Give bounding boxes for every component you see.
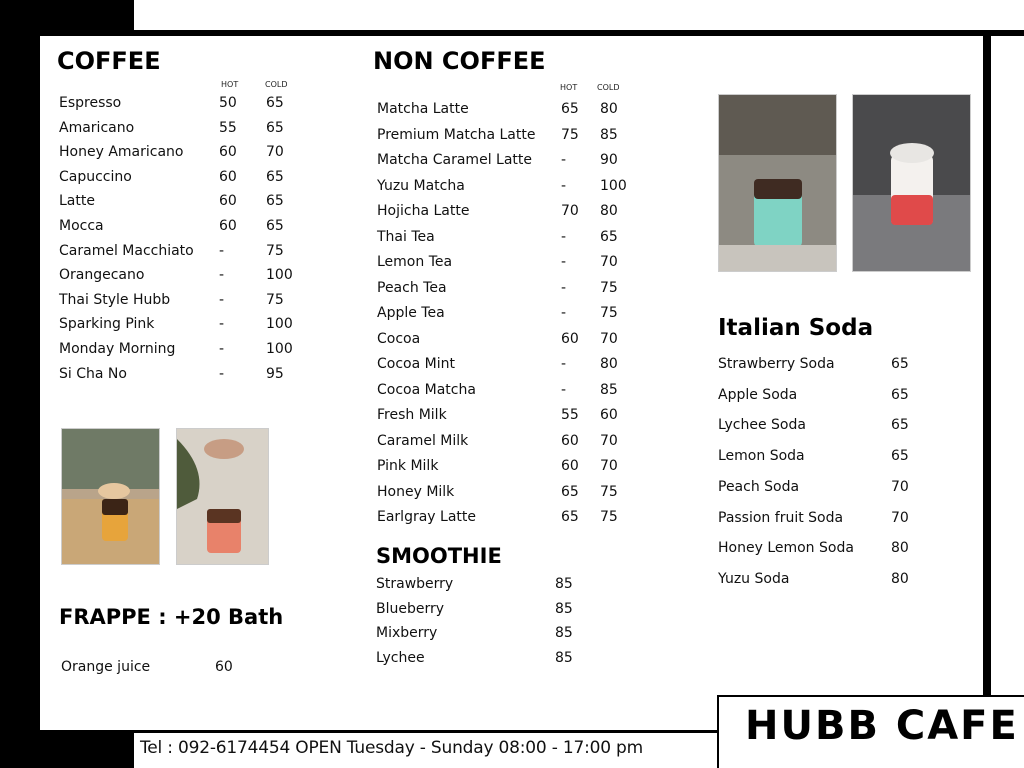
menu-item-price: 85 xyxy=(555,625,573,641)
menu-item-name: Cocoa Mint xyxy=(377,356,455,372)
menu-item-hot-price: 60 xyxy=(561,331,579,347)
menu-item-name: Peach Soda xyxy=(718,479,800,495)
menu-item-cold-price: 65 xyxy=(266,218,284,234)
menu-item-hot-price: - xyxy=(561,356,567,372)
menu-item-hot-price: 75 xyxy=(561,127,579,143)
menu-item-name: Lychee xyxy=(376,650,425,666)
menu-item-name: Mocca xyxy=(59,218,104,234)
menu-item-hot-price: - xyxy=(561,152,567,168)
menu-item-price: 85 xyxy=(555,601,573,617)
menu-item-name: Caramel Macchiato xyxy=(59,243,194,259)
soda-photo-1 xyxy=(718,94,837,272)
menu-item-name: Honey Milk xyxy=(377,484,455,500)
menu-item-name: Passion fruit Soda xyxy=(718,510,844,526)
menu-item-name: Orangecano xyxy=(59,267,145,283)
menu-item-price: 65 xyxy=(891,417,909,433)
menu-item-name: Apple Tea xyxy=(377,305,445,321)
menu-item-price: 70 xyxy=(891,479,909,495)
menu-item-cold-price: 75 xyxy=(600,305,618,321)
menu-item-name: Peach Tea xyxy=(377,280,447,296)
menu-item-hot-price: - xyxy=(561,229,567,245)
menu-item-price: 65 xyxy=(891,356,909,372)
non-coffee-hot-header: HOT xyxy=(560,83,578,92)
menu-item-price: 65 xyxy=(891,387,909,403)
coffee-cold-header: COLD xyxy=(265,80,288,89)
menu-item-cold-price: 70 xyxy=(600,331,618,347)
menu-item-cold-price: 100 xyxy=(266,316,293,332)
menu-item-cold-price: 65 xyxy=(600,229,618,245)
menu-item-name: Blueberry xyxy=(376,601,445,617)
menu-item-name: Pink Milk xyxy=(377,458,439,474)
coffee-photo-2 xyxy=(176,428,269,565)
menu-item-cold-price: 70 xyxy=(266,144,284,160)
menu-item-name: Lychee Soda xyxy=(718,417,806,433)
menu-item-price: 80 xyxy=(891,540,909,556)
menu-item-cold-price: 65 xyxy=(266,169,284,185)
menu-item-name: Espresso xyxy=(59,95,122,111)
menu-item-name: Matcha Latte xyxy=(377,101,469,117)
menu-item-cold-price: 65 xyxy=(266,95,284,111)
frappe-label: FRAPPE : +20 Bath xyxy=(59,605,284,629)
coffee-photo-1 xyxy=(61,428,160,565)
menu-item-name: Lemon Soda xyxy=(718,448,805,464)
italian-soda-title: Italian Soda xyxy=(718,315,874,341)
menu-item-hot-price: 50 xyxy=(219,95,237,111)
menu-item-cold-price: 60 xyxy=(600,407,618,423)
menu-item-name: Yuzu Matcha xyxy=(377,178,465,194)
menu-item-hot-price: 65 xyxy=(561,484,579,500)
menu-item-cold-price: 70 xyxy=(600,254,618,270)
menu-item-hot-price: 65 xyxy=(561,509,579,525)
menu-item-name: Monday Morning xyxy=(59,341,176,357)
menu-item-cold-price: 95 xyxy=(266,366,284,382)
menu-item-cold-price: 85 xyxy=(600,127,618,143)
menu-item-name: Cocoa Matcha xyxy=(377,382,476,398)
coffee-hot-header: HOT xyxy=(221,80,239,89)
menu-item-hot-price: - xyxy=(561,178,567,194)
menu-item-cold-price: 100 xyxy=(600,178,627,194)
menu-item-hot-price: 60 xyxy=(219,193,237,209)
right-gutter xyxy=(991,36,1024,696)
menu-item-name: Strawberry Soda xyxy=(718,356,835,372)
menu-item-hot-price: 65 xyxy=(561,101,579,117)
menu-item-hot-price: - xyxy=(219,243,225,259)
menu-item-cold-price: 100 xyxy=(266,267,293,283)
menu-item-cold-price: 80 xyxy=(600,203,618,219)
menu-item-name: Amaricano xyxy=(59,120,135,136)
menu-item-cold-price: 65 xyxy=(266,193,284,209)
menu-item-hot-price: - xyxy=(219,292,225,308)
menu-item-price: 65 xyxy=(891,448,909,464)
menu-item-cold-price: 100 xyxy=(266,341,293,357)
top-strip xyxy=(134,0,1024,30)
menu-item-name: Si Cha No xyxy=(59,366,127,382)
footer-contact: Tel : 092-6174454 OPEN Tuesday - Sunday 08:00 - 17:00 pm xyxy=(140,738,644,758)
menu-item-cold-price: 85 xyxy=(600,382,618,398)
menu-item-name: Cocoa xyxy=(377,331,421,347)
menu-item-cold-price: 70 xyxy=(600,433,618,449)
non-coffee-title: NON COFFEE xyxy=(373,47,546,75)
menu-item-cold-price: 75 xyxy=(600,484,618,500)
menu-item-hot-price: - xyxy=(561,280,567,296)
menu-item-name: Honey Lemon Soda xyxy=(718,540,854,556)
menu-item-name: Hojicha Latte xyxy=(377,203,470,219)
menu-item-hot-price: - xyxy=(219,366,225,382)
menu-item-cold-price: 65 xyxy=(266,120,284,136)
menu-item-hot-price: 55 xyxy=(561,407,579,423)
hubb-cafe-logo: HUBB CAFE xyxy=(745,703,1019,749)
juice-name: Orange juice xyxy=(61,659,151,675)
menu-item-name: Lemon Tea xyxy=(377,254,453,270)
menu-item-cold-price: 75 xyxy=(600,509,618,525)
menu-item-name: Apple Soda xyxy=(718,387,798,403)
menu-item-name: Fresh Milk xyxy=(377,407,447,423)
non-coffee-cold-header: COLD xyxy=(597,83,620,92)
menu-item-price: 85 xyxy=(555,576,573,592)
menu-item-name: Sparking Pink xyxy=(59,316,155,332)
menu-item-price: 80 xyxy=(891,571,909,587)
soda-photo-2 xyxy=(852,94,971,272)
menu-item-cold-price: 75 xyxy=(266,292,284,308)
menu-item-cold-price: 80 xyxy=(600,101,618,117)
menu-item-name: Latte xyxy=(59,193,95,209)
menu-item-hot-price: - xyxy=(561,254,567,270)
menu-item-cold-price: 70 xyxy=(600,458,618,474)
menu-item-hot-price: 60 xyxy=(561,458,579,474)
menu-item-name: Caramel Milk xyxy=(377,433,469,449)
coffee-title: COFFEE xyxy=(57,47,161,75)
menu-item-name: Thai Style Hubb xyxy=(59,292,171,308)
menu-item-name: Earlgray Latte xyxy=(377,509,476,525)
menu-item-hot-price: 60 xyxy=(219,144,237,160)
menu-item-cold-price: 90 xyxy=(600,152,618,168)
menu-item-hot-price: - xyxy=(561,305,567,321)
menu-item-name: Thai Tea xyxy=(377,229,435,245)
menu-item-hot-price: - xyxy=(219,316,225,332)
smoothie-title: SMOOTHIE xyxy=(376,544,502,568)
menu-item-price: 85 xyxy=(555,650,573,666)
menu-item-name: Mixberry xyxy=(376,625,438,641)
juice-price: 60 xyxy=(215,659,233,675)
menu-item-hot-price: 60 xyxy=(561,433,579,449)
menu-item-hot-price: - xyxy=(219,341,225,357)
menu-item-cold-price: 80 xyxy=(600,356,618,372)
menu-item-hot-price: 60 xyxy=(219,218,237,234)
menu-item-price: 70 xyxy=(891,510,909,526)
menu-item-hot-price: 55 xyxy=(219,120,237,136)
menu-item-name: Yuzu Soda xyxy=(718,571,790,587)
menu-item-name: Premium Matcha Latte xyxy=(377,127,536,143)
menu-item-name: Honey Amaricano xyxy=(59,144,184,160)
menu-item-cold-price: 75 xyxy=(600,280,618,296)
menu-item-cold-price: 75 xyxy=(266,243,284,259)
menu-item-name: Matcha Caramel Latte xyxy=(377,152,532,168)
menu-item-name: Strawberry xyxy=(376,576,454,592)
menu-item-name: Capuccino xyxy=(59,169,132,185)
menu-item-hot-price: 70 xyxy=(561,203,579,219)
menu-item-hot-price: 60 xyxy=(219,169,237,185)
menu-item-hot-price: - xyxy=(219,267,225,283)
menu-item-hot-price: - xyxy=(561,382,567,398)
